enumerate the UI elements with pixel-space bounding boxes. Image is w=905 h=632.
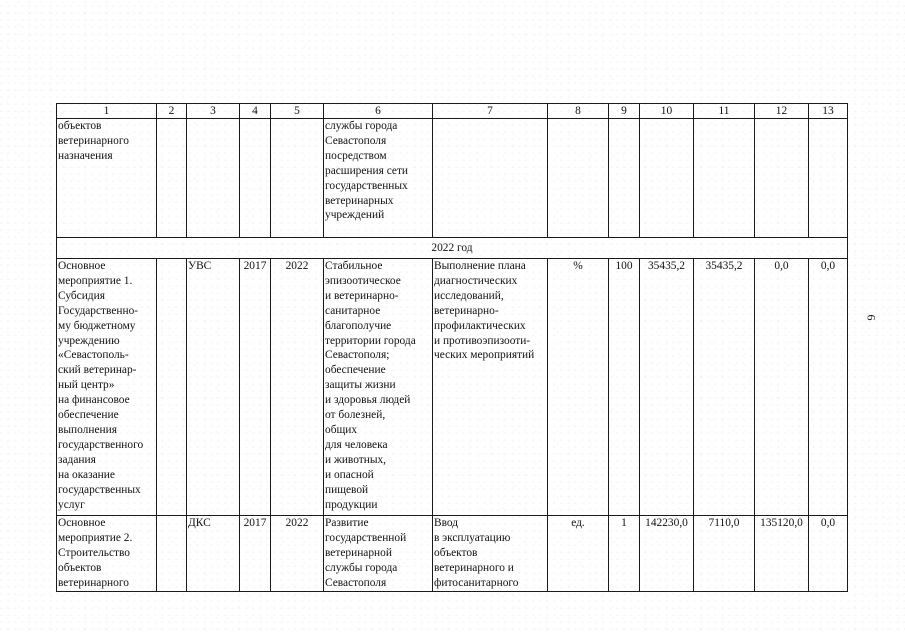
cell-funding-col13: 0,0 (809, 516, 848, 592)
column-header-11: 11 (694, 104, 755, 119)
cell-empty (548, 119, 609, 238)
cell-col2 (157, 516, 187, 592)
cell-expected-result-continued: службы города Севастополя посредством расширения сети государственных ветеринарных учреждений (324, 119, 433, 238)
cell-indicator-value: 1 (609, 516, 640, 592)
cell-start-year: 2017 (240, 516, 271, 592)
cell-executor: УВС (187, 259, 240, 516)
cell-funding-col11: 35435,2 (694, 259, 755, 516)
column-header-8: 8 (548, 104, 609, 119)
year-section-label: 2022 год (57, 238, 848, 259)
cell-funding-col12: 135120,0 (755, 516, 809, 592)
cell-end-year: 2022 (271, 516, 324, 592)
column-header-2: 2 (157, 104, 187, 119)
column-header-6: 6 (324, 104, 433, 119)
table-row-measure-1 (57, 259, 848, 516)
cell-funding-col13: 0,0 (809, 259, 848, 516)
cell-empty (755, 119, 809, 238)
column-header-4: 4 (240, 104, 271, 119)
cell-empty (433, 119, 548, 238)
page-number: 6 (864, 314, 879, 321)
cell-indicator-value: 100 (609, 259, 640, 516)
cell-empty (694, 119, 755, 238)
cell-indicator: Ввод в эксплуатацию объектов ветеринарного и фитосанитарного (433, 516, 548, 592)
column-header-10: 10 (640, 104, 694, 119)
cell-end-year: 2022 (271, 259, 324, 516)
cell-empty (187, 119, 240, 238)
cell-indicator: Выполнение плана диагностических исследований, ветеринарно- профилактических и противоэпизооти- ческих мероприятий (433, 259, 548, 516)
cell-col2 (157, 259, 187, 516)
column-header-5: 5 (271, 104, 324, 119)
column-header-13: 13 (809, 104, 848, 119)
column-header-3: 3 (187, 104, 240, 119)
cell-expected-result: Развитие государственной ветеринарной службы города Севастополя (324, 516, 433, 592)
cell-measure-name: Основное мероприятие 1. Субсидия Государственно- му бюджетному учреждению «Севастополь- ский ветеринар- ный центр» на финансовое обеспечение выполнения государственного задания на оказание государственных услуг (57, 259, 157, 516)
column-header-1: 1 (57, 104, 157, 119)
cell-empty (809, 119, 848, 238)
table-row-year (57, 238, 848, 259)
cell-start-year: 2017 (240, 259, 271, 516)
table-row-continued (57, 119, 848, 238)
cell-expected-result: Стабильное эпизоотическое и ветеринарно- санитарное благополучие территории города Севастополя; обеспечение защиты жизни и здоровья людей от болезней, общих для человека и животных, и опасной пищевой продукции (324, 259, 433, 516)
cell-empty (640, 119, 694, 238)
program-measures-table (56, 103, 848, 592)
cell-executor: ДКС (187, 516, 240, 592)
cell-empty (271, 119, 324, 238)
cell-empty (609, 119, 640, 238)
column-header-7: 7 (433, 104, 548, 119)
cell-measure-name: Основное мероприятие 2. Строительство объектов ветеринарного (57, 516, 157, 592)
cell-total-funding: 142230,0 (640, 516, 694, 592)
cell-unit: % (548, 259, 609, 516)
cell-funding-col11: 7110,0 (694, 516, 755, 592)
cell-measure-name-continued: объектов ветеринарного назначения (57, 119, 157, 238)
column-number-header-row (57, 104, 848, 119)
column-header-12: 12 (755, 104, 809, 119)
table-row-measure-2 (57, 516, 848, 592)
column-header-9: 9 (609, 104, 640, 119)
cell-empty (240, 119, 271, 238)
cell-empty (157, 119, 187, 238)
cell-total-funding: 35435,2 (640, 259, 694, 516)
cell-unit: ед. (548, 516, 609, 592)
cell-funding-col12: 0,0 (755, 259, 809, 516)
